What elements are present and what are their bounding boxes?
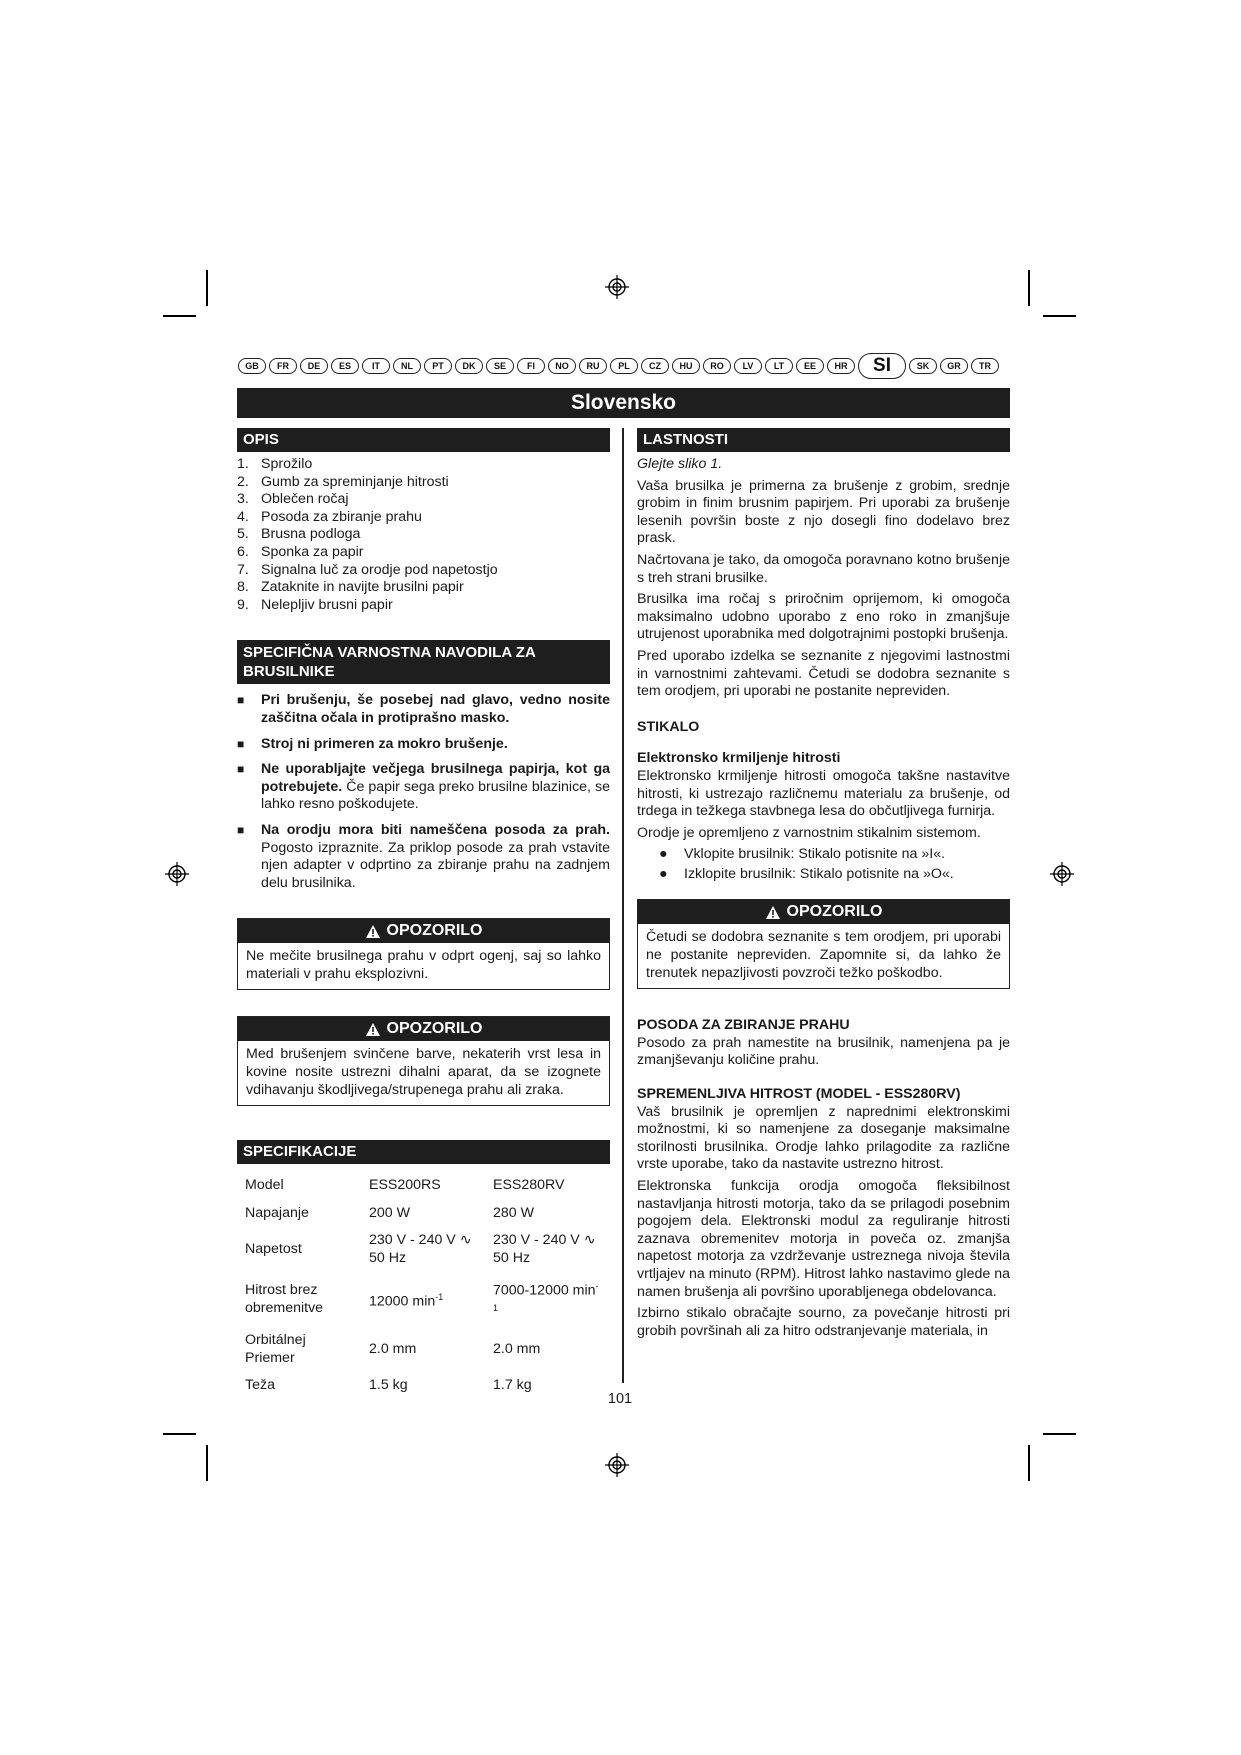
language-badge-nl: NL xyxy=(393,358,421,374)
language-badge-gb: GB xyxy=(238,358,266,374)
language-badge-pl: PL xyxy=(610,358,638,374)
warning-triangle-icon xyxy=(365,1022,381,1037)
language-badge-no: NO xyxy=(548,358,576,374)
page-title: Slovensko xyxy=(237,388,1010,418)
posoda-heading: POSODA ZA ZBIRANJE PRAHU xyxy=(637,1017,850,1034)
table-row: Napajanje 200 W 280 W xyxy=(245,1204,535,1221)
table-row: Orbitálnej Priemer 2.0 mm 2.0 mm xyxy=(245,1332,541,1366)
language-badge-si: SI xyxy=(858,353,906,379)
language-bar xyxy=(238,355,1008,377)
list-item: 1. Sprožilo xyxy=(237,456,313,472)
language-badge-ru: RU xyxy=(579,358,607,374)
warning-header: OPOZORILO xyxy=(238,1017,609,1041)
language-badge-gr: GR xyxy=(940,358,968,374)
table-row: Model ESS200RS ESS280RV xyxy=(245,1177,565,1194)
crop-mark xyxy=(1043,1433,1076,1435)
paragraph: Izbirno stikalo obračajte sourno, za povečanje hitrosti pri grobih površinah ali za hitro odstranjevanje materiala, in xyxy=(637,1305,1010,1339)
safety-heading: SPECIFIČNA VARNOSTNA NAVODILA ZA BRUSILNIKE xyxy=(237,640,610,684)
page-number: 101 xyxy=(607,1391,633,1407)
registration-mark-icon xyxy=(605,275,629,299)
language-badge-hu: HU xyxy=(672,358,700,374)
crop-mark xyxy=(163,315,196,317)
table-row: Hitrost brez obremenitve 12000 $\min^{-1}$ 7000-12000 $\min^{-1}$ xyxy=(245,1280,599,1316)
paragraph: Elektronsko krmiljenje hitrosti omogoča takšne nastavitve hitrosti, ki ustrezajo različnemu materialu za brušenje, od trdega in težkega stavbnega lesa do občutljivega furnirja. xyxy=(637,767,1010,820)
language-badge-de: DE xyxy=(300,358,328,374)
language-badge-ee: EE xyxy=(796,358,824,374)
paragraph: Posodo za prah namestite na brusilnik, namenjena pa je zmanjševanju količine prahu. xyxy=(637,1034,1010,1069)
list-item: 9. Neleplјiv brusni papir xyxy=(237,596,393,613)
column-divider xyxy=(622,428,624,1383)
paragraph: Vaš brusilnik je opremljen z naprednimi elektronskimi možnostmi, ki so namenjene za doseganje maksimalne storilnosti brusilnika. Orodje lahko prilagodite za različne vrste uporabe, tako da nastavite ustrezno hitrost. xyxy=(637,1103,1010,1173)
warning-header: OPOZORILO xyxy=(238,919,609,943)
language-badge-cz: CZ xyxy=(641,358,669,374)
warning-header: OPOZORILO xyxy=(638,900,1009,924)
paragraph: Načrtovana je tako, da omogoča poravnano kotno brušenje s treh strani brusilke. xyxy=(637,551,1010,586)
paragraph: Pred uporabo izdelka se seznanite z njegovimi lastnostmi in varnostnimi zahtevami. Četudi se dodobra seznanite s tem orodjem, pri uporabi ne postanite nepreviden. xyxy=(637,647,1010,700)
language-badge-tr: TR xyxy=(971,358,999,374)
specs-table xyxy=(237,1172,610,1400)
stikalo-subheading: Elektronsko krmiljenje hitrosti xyxy=(637,750,841,767)
right-column xyxy=(637,428,1010,1344)
list-item: 5. Brusna podloga xyxy=(237,526,361,543)
opis-heading: OPIS xyxy=(237,428,610,452)
language-badge-se: SE xyxy=(486,358,514,374)
warning-box xyxy=(237,918,610,990)
opis-list xyxy=(237,456,610,614)
list-item: ● Vklopite brusilnik: Stikalo potisnite na »I«. xyxy=(659,846,946,863)
list-item: 6. Sponka za papir xyxy=(237,543,364,560)
language-badge-it: IT xyxy=(362,358,390,374)
warning-text: Med brušenjem svinčene barve, nekaterih vrst lesa in kovine nosite ustrezni dihalni aparat, da se izognete vdihavanju škodljivega/strupenega prahu ali zraka. xyxy=(246,1046,601,1098)
language-badge-fi: FI xyxy=(517,358,545,374)
list-item: ■ Ne uporabljajte večjega brusilnega papirja, kot ga potrebujete. Če papir sega preko brusilne blazinice, se lahko resno poškodujete. xyxy=(237,761,610,813)
table-row: Napetost 230 V - 240 V ∿ 50 Hz 230 V - 240 V ∿ 50 Hz xyxy=(245,1232,596,1267)
warning-triangle-icon xyxy=(365,924,381,939)
registration-mark-icon xyxy=(1050,862,1074,886)
crop-mark xyxy=(1043,315,1076,317)
list-item: ■ Na orodju mora biti nameščena posoda za prah. Pogosto izpraznite. Za priklop posode za prah vstavite njen adapter v odprtino za zbiranje prahu na zadnjem delu brusilnika. xyxy=(237,821,610,891)
warning-triangle-icon xyxy=(765,905,781,920)
crop-mark xyxy=(163,1433,196,1435)
crop-mark xyxy=(206,270,208,306)
language-badge-ro: RO xyxy=(703,358,731,374)
warning-box xyxy=(637,899,1010,989)
safety-list xyxy=(237,692,610,892)
list-item: 3. Oblečen ročaj xyxy=(237,491,349,508)
list-item: ● Izklopite brusilnik: Stikalo potisnite na »O«. xyxy=(659,865,954,882)
language-badge-dk: DK xyxy=(455,358,483,374)
table-row: Teža 1.5 kg 1.7 kg xyxy=(245,1377,532,1394)
stikalo-heading: STIKALO xyxy=(637,718,700,735)
language-badge-fr: FR xyxy=(269,358,297,374)
crop-mark xyxy=(1028,1445,1030,1481)
language-badge-sk: SK xyxy=(909,358,937,374)
warning-text: Četudi se dodobra seznanite s tem orodjem, pri uporabi ne postanite nepreviden. Zapomnite si, da lahko že trenutek nepazljivosti povzroči težko poškodbo. xyxy=(646,929,1001,981)
specs-heading: SPECIFIKACIJE xyxy=(237,1140,610,1164)
paragraph: Elektronska funkcija orodja omogoča fleksibilnost nastavljanja hitrosti motorja, tako da se prilagodi posebnim pogojem dela. Elektronski modul za reguliranje hitrosti zaznava obremenitev motorja in poveča oz. zmanjša napetost motorja za vzdrževanje ustreznega nivoja števila vrtljajev na minuto (RPM). Hitrost lahko nastavimo glede na namen brušenja ali površino uporabljenega obdelovanca. xyxy=(637,1178,1010,1300)
crop-mark xyxy=(206,1445,208,1481)
language-badge-lt: LT xyxy=(765,358,793,374)
hitrost-heading: SPREMENLJIVA HITROST (MODEL - ESS280RV) xyxy=(637,1086,961,1103)
list-item: ■ Stroj ni primeren za mokro brušenje. xyxy=(237,735,508,752)
switch-list xyxy=(637,846,1010,883)
list-item: 8. Zataknite in navijte brusilni papir xyxy=(237,579,464,596)
registration-mark-icon xyxy=(165,862,189,886)
left-column xyxy=(237,428,610,1400)
paragraph: Brusilka ima ročaj s priročnim oprijemom, ki omogoča maksimalno udobno uporabo z eno roko in zmanjšuje utrujenost uporabnika med dolgotrajnimi postopki brušenja. xyxy=(637,591,1010,643)
list-item: 7. Signalna luč za orodje pod napetostjo xyxy=(237,561,498,578)
paragraph: Vaša brusilka je primerna za brušenje z grobim, srednje grobim in finim brusnim papirjem. Pri uporabi za brušenje lesenih površin boste z njo dosegli fino dodelavo brez prask. xyxy=(637,477,1010,547)
figure-reference: Glejte sliko 1. xyxy=(637,456,723,472)
warning-text: Ne mečite brusilnega prahu v odprt ogenj, saj so lahko materiali v prahu eksplozivni. xyxy=(246,948,601,982)
registration-mark-icon xyxy=(605,1453,629,1477)
warning-box xyxy=(237,1016,610,1106)
crop-mark xyxy=(1028,270,1030,306)
language-badge-pt: PT xyxy=(424,358,452,374)
paragraph: Orodje je opremljeno z varnostnim stikalnim sistemom. xyxy=(637,824,981,841)
language-badge-hr: HR xyxy=(827,358,855,374)
language-badge-es: ES xyxy=(331,358,359,374)
list-item: 2. Gumb za spreminjanje hitrosti xyxy=(237,473,449,490)
lastnosti-heading: LASTNOSTI xyxy=(637,428,1010,452)
list-item: ■ Pri brušenju, še posebej nad glavo, vedno nosite zaščitna očala in protiprašno masko. xyxy=(237,692,610,726)
list-item: 4. Posoda za zbiranje prahu xyxy=(237,508,422,525)
language-badge-lv: LV xyxy=(734,358,762,374)
